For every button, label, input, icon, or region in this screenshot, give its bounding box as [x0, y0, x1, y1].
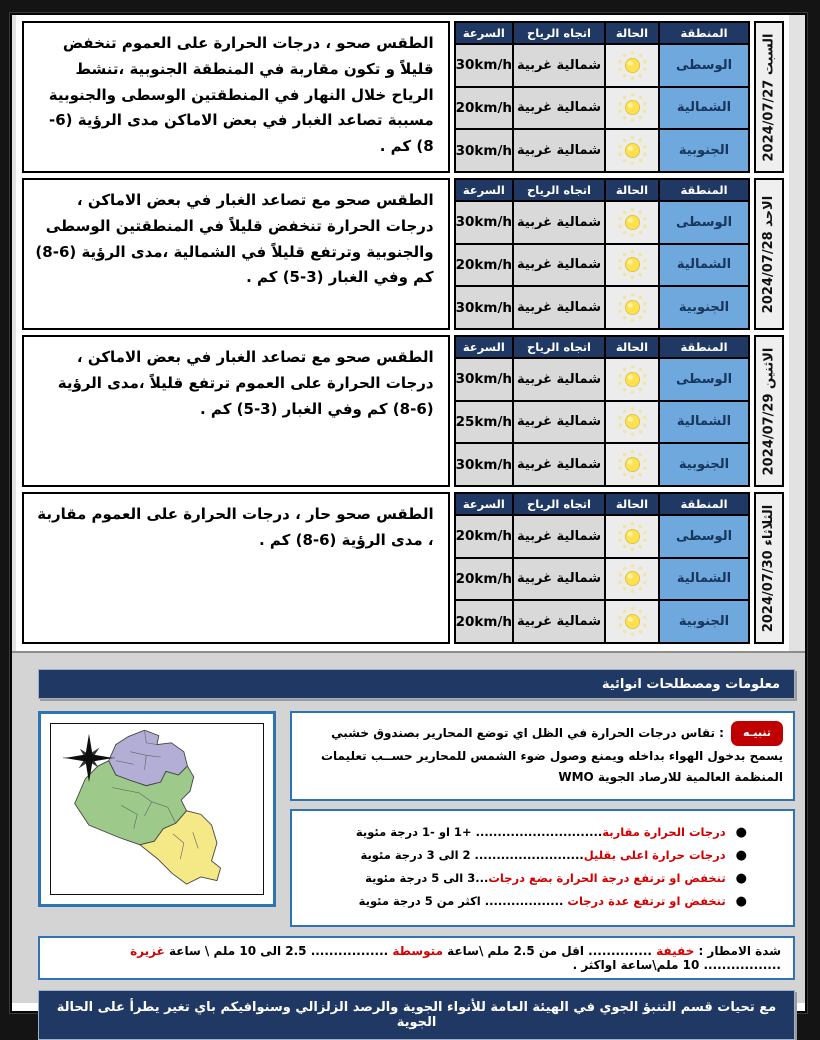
info-terms-area [12, 651, 805, 1030]
sun-icon [616, 405, 649, 438]
speed-cell: 30km/h [455, 358, 513, 401]
condition-cell [605, 286, 659, 329]
term-item [306, 892, 747, 913]
region-cell: الجنوبية [659, 600, 749, 643]
forecast-row [455, 401, 749, 444]
rain-heavy-value: ................. 10 ملم\ساعة اواكثر . [572, 957, 781, 972]
forecast-row [455, 600, 749, 643]
col-region: المنطقة [659, 22, 749, 44]
speed-cell: 25km/h [455, 401, 513, 444]
day-date-label: الثلاثاء 2024/07/30 [761, 504, 777, 632]
term-item [306, 869, 747, 890]
region-cell: الوسطى [659, 44, 749, 87]
terms-list [290, 809, 795, 927]
forecast-row [455, 244, 749, 287]
day-date-label: الاثنين 2024/07/29 [761, 347, 777, 475]
forecast-header-row [455, 22, 749, 44]
forecast-header-row [455, 336, 749, 358]
sun-icon [616, 363, 649, 396]
sun-icon [616, 248, 649, 281]
region-cell: الشمالية [659, 401, 749, 444]
wind-direction-cell: شمالية غربية [513, 558, 605, 601]
sun-icon [616, 49, 649, 82]
term-label: تنخفض او ترتفع عدة درجات [567, 894, 726, 909]
condition-cell [605, 358, 659, 401]
forecast-header-row [455, 179, 749, 201]
forecast-row [455, 286, 749, 329]
col-region: المنطقة [659, 336, 749, 358]
sun-icon [616, 134, 649, 167]
day-description: الطقس صحو ، درجات الحرارة على العموم تنخفض قليلاً و تكون مقاربة في المنطقة الجنوبية ،تنشط الرياح خلال النهار في المنطقتين الوسطى والجنوبية مسببة تصاعد الغبار في بعض الاماكن مدى الرؤية (6-8) كم . [22, 21, 450, 173]
col-wind-direction: اتجاه الرياح [513, 336, 605, 358]
day-description: الطقس صحو مع تصاعد الغبار في بعض الاماكن ، درجات الحرارة تنخفض قليلاً في المنطقتين الوسطى والجنوبية وترتفع قليلاً في الشمالية ،مدى الرؤية (6-8) كم وفي الغبار (3-5) كم . [22, 178, 450, 330]
wind-direction-cell: شمالية غربية [513, 244, 605, 287]
sun-icon [616, 562, 649, 595]
region-cell: الوسطى [659, 201, 749, 244]
wind-direction-cell: شمالية غربية [513, 515, 605, 558]
compass-rose-icon [63, 732, 115, 784]
day-forecast-section [22, 492, 784, 644]
col-wind-direction: اتجاه الرياح [513, 493, 605, 515]
day-date-column [754, 178, 784, 330]
term-item [306, 823, 747, 844]
forecast-row [455, 515, 749, 558]
rain-medium-label: متوسطة [392, 943, 443, 958]
footer-greeting-banner: مع تحيات قسم التنبؤ الجوي في الهيئة العامة للأنواء الجوية والرصد الزلزالي وسنوافيكم باي تغير يطرأ على الحالة الجوية [38, 990, 795, 1040]
speed-cell: 30km/h [455, 44, 513, 87]
forecast-header-row [455, 493, 749, 515]
rain-prefix: شدة الامطار : [694, 943, 781, 958]
condition-cell [605, 87, 659, 130]
notice-text: : تقاس درجات الحرارة في الظل اي توضع المحارير بصندوق خشبي يسمح بدخول الهواء بداخله ويمنع وصول ضوء الشمس للمحارير حســب تعليمات المنظمة العالمية للارصاد الجوية WMO [320, 725, 783, 785]
forecast-row [455, 44, 749, 87]
speed-cell: 30km/h [455, 129, 513, 172]
bullet-icon: ● [735, 894, 747, 910]
wind-direction-cell: شمالية غربية [513, 201, 605, 244]
condition-cell [605, 44, 659, 87]
col-condition: الحالة [605, 179, 659, 201]
day-forecast-section [22, 335, 784, 487]
wind-direction-cell: شمالية غربية [513, 87, 605, 130]
condition-cell [605, 515, 659, 558]
col-region: المنطقة [659, 179, 749, 201]
region-cell: الشمالية [659, 558, 749, 601]
document-page [10, 13, 807, 1030]
iraq-regions-map [50, 723, 264, 895]
col-condition: الحالة [605, 493, 659, 515]
speed-cell: 20km/h [455, 558, 513, 601]
region-cell: الوسطى [659, 358, 749, 401]
day-forecast-section [22, 178, 784, 330]
term-value: ......................... 2 الى 3 درجة مئوية [360, 848, 584, 863]
term-item [306, 846, 747, 867]
rain-light-value: .............. اقل من 2.5 ملم \ساعة [443, 943, 657, 958]
col-wind-direction: اتجاه الرياح [513, 179, 605, 201]
forecast-row [455, 558, 749, 601]
condition-cell [605, 244, 659, 287]
wind-direction-cell: شمالية غربية [513, 443, 605, 486]
term-value: .................. اكثر من 5 درجة مئوية [358, 894, 568, 909]
col-region: المنطقة [659, 493, 749, 515]
region-cell: الشمالية [659, 244, 749, 287]
sun-icon [616, 206, 649, 239]
forecast-table [454, 21, 750, 173]
bullet-icon: ● [735, 871, 747, 887]
iraq-map-box [38, 711, 276, 907]
rain-intensity-line [38, 936, 795, 980]
col-speed: السرعة [455, 493, 513, 515]
day-forecast-section [22, 21, 784, 173]
region-cell: الجنوبية [659, 286, 749, 329]
day-date-label: الاحد 2024/07/28 [761, 195, 777, 313]
forecast-row [455, 129, 749, 172]
region-cell: الوسطى [659, 515, 749, 558]
day-date-label: السبت 2024/07/27 [761, 32, 777, 162]
term-value: ...3 الى 5 درجة مئوية [365, 871, 489, 886]
condition-cell [605, 129, 659, 172]
col-condition: الحالة [605, 22, 659, 44]
condition-cell [605, 443, 659, 486]
col-condition: الحالة [605, 336, 659, 358]
wind-direction-cell: شمالية غربية [513, 44, 605, 87]
day-date-column [754, 21, 784, 173]
day-description: الطقس صحو مع تصاعد الغبار في بعض الاماكن ، درجات الحرارة على العموم ترتفع قليلاً ،مدى الرؤية (6-8) كم وفي الغبار (3-5) كم . [22, 335, 450, 487]
term-value: ............................. +1 او -1 درجة مئوية [355, 824, 603, 839]
rain-heavy-label: غزيرة [130, 943, 165, 958]
speed-cell: 30km/h [455, 201, 513, 244]
speed-cell: 20km/h [455, 600, 513, 643]
forecast-table [454, 178, 750, 330]
speed-cell: 30km/h [455, 286, 513, 329]
forecast-sections [12, 15, 805, 651]
info-banner: معلومات ومصطلحات انوائية [38, 669, 795, 699]
region-cell: الجنوبية [659, 129, 749, 172]
wind-direction-cell: شمالية غربية [513, 286, 605, 329]
notice-box [290, 711, 795, 801]
sun-icon [616, 605, 649, 638]
sun-icon [616, 91, 649, 124]
region-cell: الجنوبية [659, 443, 749, 486]
bullet-icon: ● [735, 824, 747, 840]
sun-icon [616, 520, 649, 553]
forecast-table [454, 335, 750, 487]
forecast-row [455, 87, 749, 130]
forecast-row [455, 443, 749, 486]
region-cell: الشمالية [659, 87, 749, 130]
col-speed: السرعة [455, 22, 513, 44]
wind-direction-cell: شمالية غربية [513, 401, 605, 444]
wind-direction-cell: شمالية غربية [513, 358, 605, 401]
rain-light-label: خفيفة [656, 943, 695, 958]
sun-icon [616, 291, 649, 324]
sun-icon [616, 448, 649, 481]
col-wind-direction: اتجاه الرياح [513, 22, 605, 44]
rain-medium-value: ................. 2.5 الى 10 ملم \ ساعة [164, 943, 393, 958]
bullet-icon: ● [735, 848, 747, 864]
day-description: الطقس صحو حار ، درجات الحرارة على العموم مقاربة ، مدى الرؤية (6-8) كم . [22, 492, 450, 644]
notice-badge: تنبيـه [731, 721, 783, 746]
forecast-row [455, 201, 749, 244]
forecast-table [454, 492, 750, 644]
condition-cell [605, 600, 659, 643]
speed-cell: 20km/h [455, 244, 513, 287]
forecast-row [455, 358, 749, 401]
speed-cell: 20km/h [455, 515, 513, 558]
wind-direction-cell: شمالية غربية [513, 600, 605, 643]
day-date-column [754, 492, 784, 644]
term-label: درجات الحرارة مقاربة [602, 824, 726, 839]
condition-cell [605, 558, 659, 601]
wind-direction-cell: شمالية غربية [513, 129, 605, 172]
col-speed: السرعة [455, 336, 513, 358]
term-label: درجات حرارة اعلى بقليل [583, 848, 726, 863]
speed-cell: 30km/h [455, 443, 513, 486]
speed-cell: 20km/h [455, 87, 513, 130]
col-speed: السرعة [455, 179, 513, 201]
condition-cell [605, 401, 659, 444]
condition-cell [605, 201, 659, 244]
term-label: تنخفض او ترتفع درجة الحرارة بضع درجات [488, 871, 726, 886]
day-date-column [754, 335, 784, 487]
